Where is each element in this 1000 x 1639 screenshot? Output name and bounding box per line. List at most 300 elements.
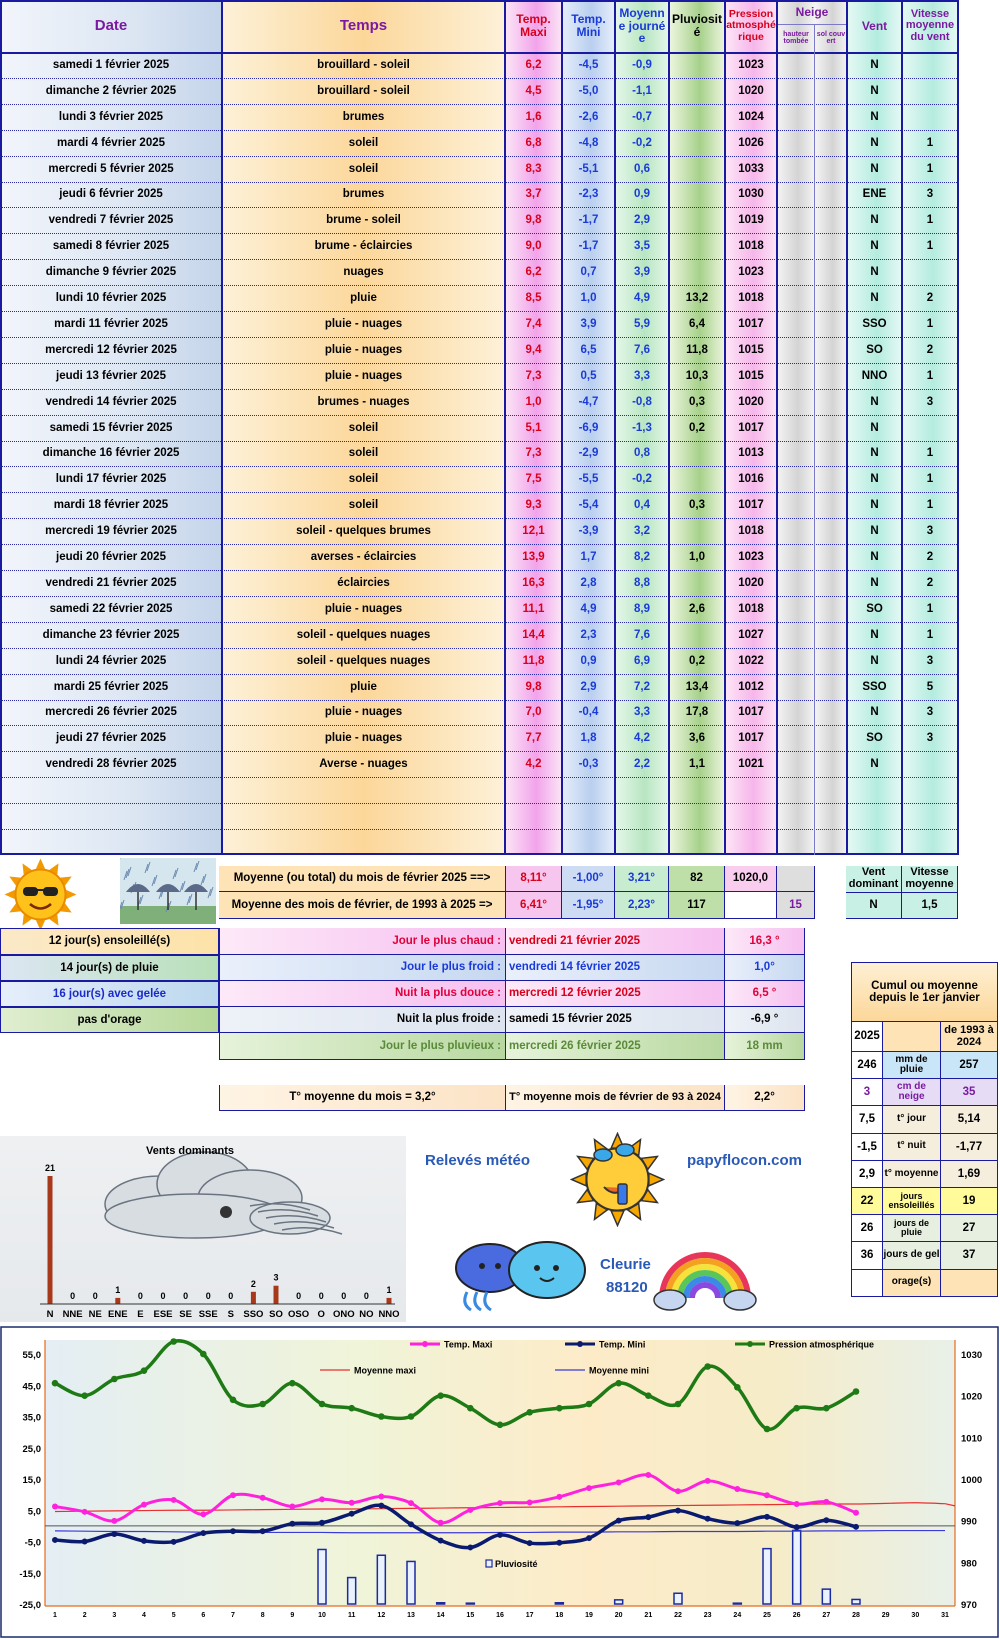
summary-hist-tmin: -1,95° xyxy=(562,892,615,919)
stat-storm: pas d'orage xyxy=(0,1007,219,1033)
pressure-point xyxy=(586,1401,593,1408)
rain-bar xyxy=(437,1603,445,1604)
cell-tmin: 0,5 xyxy=(580,369,597,382)
cell-tmin: -1,7 xyxy=(578,214,599,227)
cell-tmax: 6,2 xyxy=(525,266,542,279)
row-weather: éclaircies xyxy=(337,576,390,589)
x-tick: 8 xyxy=(260,1612,265,1619)
row-rule xyxy=(0,777,959,778)
cumul-label: jours ensoleillés xyxy=(883,1188,941,1215)
tmin-point xyxy=(527,1540,533,1546)
wind-bar-value: 0 xyxy=(296,1291,302,1301)
stat-warmnight-value: 6,5 ° xyxy=(725,981,805,1007)
cell-tmax: 7,7 xyxy=(525,732,542,745)
cumul-header-blank xyxy=(883,1022,941,1052)
tmin-point xyxy=(645,1514,651,1520)
x-tick: 28 xyxy=(852,1612,860,1619)
cumul-2025: 3 xyxy=(851,1079,883,1106)
cell-vent: SSO xyxy=(862,317,887,330)
column-rule xyxy=(776,0,778,855)
row-rule xyxy=(0,415,959,416)
cell-moy: 3,3 xyxy=(634,369,650,382)
pressure-point xyxy=(170,1338,177,1345)
stat-warmnight-date: mercredi 12 février 2025 xyxy=(506,981,725,1007)
cumul-hist xyxy=(941,1270,998,1297)
neige-split xyxy=(777,24,847,25)
row-weather: pluie - nuages xyxy=(324,732,403,745)
pressure-point xyxy=(52,1380,59,1387)
cell-moy: 0,4 xyxy=(634,499,650,512)
cell-tmin: -0,4 xyxy=(578,706,599,719)
cell-vit xyxy=(902,104,958,130)
wind-bar-value: 1 xyxy=(386,1284,392,1295)
cell-vent: ENE xyxy=(862,188,887,201)
cell-press: 1026 xyxy=(738,136,764,149)
cell-tmax: 11,8 xyxy=(522,654,545,667)
row-date: lundi 24 février 2025 xyxy=(55,654,167,667)
row-weather: pluie - nuages xyxy=(324,602,403,615)
pressure-point xyxy=(437,1392,444,1399)
header-date: Date xyxy=(94,17,128,35)
cell-vent: N xyxy=(870,240,879,253)
header-tmin: Temp. Mini xyxy=(571,12,606,39)
cell-press: 1018 xyxy=(738,602,764,615)
row-date: jeudi 27 février 2025 xyxy=(56,732,166,745)
cell-pluv xyxy=(669,622,725,648)
header-neige-hauteur: hauteur tombée xyxy=(783,30,809,45)
rain-bar xyxy=(407,1561,415,1604)
row-rule xyxy=(0,389,959,390)
cell-press: 1015 xyxy=(738,343,764,356)
legend-label: Temp. Mini xyxy=(599,1339,646,1350)
pressure-point xyxy=(704,1363,711,1370)
cell-pluv: 17,8 xyxy=(685,706,709,719)
cell-vit xyxy=(902,751,958,777)
row-rule xyxy=(0,829,959,830)
cell-vent: N xyxy=(870,292,879,304)
cell-press: 1020 xyxy=(738,576,764,589)
cell-tmax: 8,3 xyxy=(525,162,542,175)
cell-tmax: 5,1 xyxy=(525,421,542,434)
row-rule xyxy=(0,337,959,338)
x-tick: 5 xyxy=(171,1612,176,1619)
cell-pluv: 0,2 xyxy=(689,421,705,434)
tmin-point xyxy=(764,1514,770,1520)
pressure-point xyxy=(734,1384,741,1391)
cell-vit: 1 xyxy=(926,499,934,512)
brand-zip: 88120 xyxy=(606,1279,648,1296)
cell-vit xyxy=(902,259,958,285)
tmax-point xyxy=(764,1492,770,1498)
cumul-hist: 19 xyxy=(941,1188,998,1215)
cell-press: 1024 xyxy=(738,110,764,123)
column-rule xyxy=(901,0,903,855)
row-date: mardi 11 février 2025 xyxy=(54,317,168,330)
column-rule xyxy=(814,24,815,855)
tmin-point xyxy=(289,1521,295,1527)
x-tick: 4 xyxy=(142,1612,146,1619)
tmin-point xyxy=(408,1521,414,1527)
cell-vit xyxy=(902,78,958,104)
cell-pluv: 2,6 xyxy=(689,602,705,615)
cell-vent: SO xyxy=(866,732,883,745)
cumul-hist: -1,77 xyxy=(941,1134,998,1161)
pressure-point xyxy=(556,1405,563,1412)
summary-hist-neige: 15 xyxy=(777,892,815,919)
x-tick: 2 xyxy=(82,1612,87,1619)
tmax-point xyxy=(111,1518,117,1524)
row-rule xyxy=(0,725,959,726)
cell-moy: -0,7 xyxy=(632,110,652,123)
column-rule xyxy=(561,0,563,855)
cell-vit: 1 xyxy=(926,473,934,486)
stat-hot-label: Jour le plus chaud : xyxy=(219,928,506,955)
cell-tmax: 6,8 xyxy=(525,136,542,149)
cell-press: 1033 xyxy=(738,162,764,175)
row-weather: Averse - nuages xyxy=(319,758,408,771)
row-weather: brumes xyxy=(342,188,385,201)
tmin-point xyxy=(853,1524,859,1530)
x-tick: 17 xyxy=(525,1612,534,1619)
row-rule xyxy=(0,182,959,183)
pressure-point xyxy=(645,1392,652,1399)
cell-vit: 3 xyxy=(926,732,934,745)
cell-tmax: 14,4 xyxy=(522,628,545,641)
cell-vit: 1 xyxy=(926,369,934,382)
cell-vent: N xyxy=(870,84,879,97)
pressure-point xyxy=(764,1426,771,1433)
cell-vit: 3 xyxy=(926,525,934,538)
tmax-point xyxy=(408,1500,414,1506)
cumul-2025: 22 xyxy=(851,1188,883,1215)
row-rule xyxy=(0,78,959,79)
cell-pluv xyxy=(669,466,725,492)
cell-press: 1018 xyxy=(738,292,764,304)
wind-direction-label: NNE xyxy=(62,1309,83,1320)
rain-bar xyxy=(348,1578,356,1604)
row-date: mardi 4 février 2025 xyxy=(56,136,166,149)
cumul-hist: 37 xyxy=(941,1242,998,1269)
row-date: vendredi 7 février 2025 xyxy=(48,214,174,227)
cell-tmax: 7,5 xyxy=(525,473,542,486)
header-rule xyxy=(0,52,959,54)
wind-bar-value: 3 xyxy=(273,1272,279,1283)
cell-vent: N xyxy=(870,110,879,123)
tmin-point xyxy=(438,1538,444,1544)
cell-moy: 7,2 xyxy=(634,680,650,693)
cell-tmax: 13,9 xyxy=(522,551,545,563)
y-right-tick: 980 xyxy=(961,1558,977,1570)
y-right-tick: 990 xyxy=(961,1516,977,1528)
row-rule xyxy=(0,466,959,467)
row-date: samedi 15 février 2025 xyxy=(49,421,173,434)
cell-tmax: 7,3 xyxy=(525,447,542,460)
row-weather: soleil xyxy=(348,421,379,434)
cell-tmin: 2,9 xyxy=(580,680,597,693)
cell-tmax: 9,0 xyxy=(525,240,542,253)
cell-pluv xyxy=(669,52,725,78)
cell-tmax: 9,8 xyxy=(525,214,542,227)
row-rule xyxy=(0,674,959,675)
cell-press: 1015 xyxy=(738,369,764,382)
cell-tmax: 1,6 xyxy=(525,110,542,123)
summary-month-moy: 3,21° xyxy=(615,866,669,892)
wind-bar xyxy=(115,1298,120,1304)
cell-press: 1020 xyxy=(738,84,764,97)
cell-tmin: 1,7 xyxy=(580,551,597,563)
row-weather: brume - éclaircies xyxy=(314,240,413,253)
tmin-point xyxy=(616,1518,622,1524)
tmin-point xyxy=(260,1528,266,1534)
legend-label: Moyenne maxi xyxy=(354,1365,417,1376)
rain-bar xyxy=(555,1603,563,1604)
stat-frost: 16 jour(s) avec gelée xyxy=(0,981,219,1007)
cell-moy: 3,5 xyxy=(634,240,650,253)
row-rule xyxy=(0,207,959,208)
cell-tmax: 9,3 xyxy=(525,499,542,512)
tmin-point xyxy=(200,1530,206,1536)
pressure-point xyxy=(319,1401,326,1408)
tmax-point xyxy=(349,1500,355,1506)
y-right-tick: 1000 xyxy=(961,1475,983,1486)
cumul-hist: 27 xyxy=(941,1215,998,1242)
pressure-point xyxy=(408,1413,415,1420)
stat-cold-label: Jour le plus froid : xyxy=(219,955,506,981)
row-rule xyxy=(0,622,959,623)
y-left-tick: 45,0 xyxy=(22,1381,41,1393)
cell-tmin: -3,9 xyxy=(578,525,599,538)
cell-press: 1017 xyxy=(738,706,764,719)
cell-moy: -0,8 xyxy=(632,395,652,408)
row-rule xyxy=(0,518,959,519)
tmax-point xyxy=(794,1501,800,1507)
row-rule xyxy=(0,156,959,157)
brand-town: Cleurie xyxy=(600,1256,651,1273)
summary-hist-pluv: 117 xyxy=(669,892,725,919)
row-rule xyxy=(0,441,959,442)
cell-tmax: 7,0 xyxy=(525,706,542,719)
cell-press: 1023 xyxy=(738,58,764,71)
tmax-point xyxy=(853,1510,859,1516)
cell-tmin: -6,9 xyxy=(578,421,599,434)
tmin-point xyxy=(556,1540,562,1546)
row-date: jeudi 6 février 2025 xyxy=(59,188,163,201)
wind-bar-value: 0 xyxy=(137,1291,143,1301)
wind-speed-label: Vitesse moyenne xyxy=(902,866,958,893)
stat-sunny: 12 jour(s) ensoleillé(s) xyxy=(0,928,219,955)
row-date: vendredi 28 février 2025 xyxy=(45,758,177,771)
column-rule xyxy=(221,0,223,855)
brand-site: papyflocon.com xyxy=(687,1152,803,1169)
cell-moy: -0,2 xyxy=(632,473,652,486)
header-pluv: Pluviosité xyxy=(671,12,722,39)
cell-tmin: -4,7 xyxy=(578,395,599,408)
x-tick: 26 xyxy=(792,1612,801,1619)
cell-tmin: -2,9 xyxy=(578,447,599,460)
x-tick: 13 xyxy=(407,1612,415,1619)
tmin-point xyxy=(349,1511,355,1517)
cell-moy: 3,3 xyxy=(634,706,650,719)
cell-press: 1016 xyxy=(738,473,764,486)
legend-label: Temp. Maxi xyxy=(444,1339,493,1350)
wind-direction-label: S xyxy=(227,1309,234,1320)
wind-bar-value: 0 xyxy=(92,1291,98,1301)
cell-vent: NNO xyxy=(861,369,888,382)
row-rule xyxy=(0,259,959,260)
pressure-point xyxy=(81,1392,88,1399)
stat-cold-value: 1,0° xyxy=(725,955,805,981)
cell-tmin: -4,5 xyxy=(578,58,599,71)
legend-label: Pression atmosphérique xyxy=(769,1339,875,1350)
row-rule xyxy=(0,596,959,597)
tmin-point xyxy=(705,1516,711,1522)
cumul-2025: 36 xyxy=(851,1242,883,1269)
cell-vit xyxy=(902,52,958,78)
cell-press: 1019 xyxy=(738,214,764,227)
header-vitesse: Vitesse moyenne du vent xyxy=(905,7,955,43)
cumul-2025: 2,9 xyxy=(851,1161,883,1188)
row-weather: pluie xyxy=(350,680,377,693)
pressure-point xyxy=(141,1367,148,1374)
summary-hist-tmax: 6,41° xyxy=(506,892,562,919)
cell-tmax: 12,1 xyxy=(522,525,545,538)
stat-wet-label: Jour le plus pluvieux : xyxy=(219,1033,506,1060)
x-tick: 14 xyxy=(436,1612,445,1619)
x-tick: 12 xyxy=(377,1612,386,1619)
wind-direction-label: ONO xyxy=(332,1309,355,1320)
cell-tmin: -2,6 xyxy=(578,110,599,123)
tmax-point xyxy=(82,1509,88,1515)
tmin-point xyxy=(319,1520,325,1526)
rain-bar xyxy=(793,1530,801,1604)
cell-pluv: 13,2 xyxy=(685,292,709,304)
row-weather: soleil xyxy=(348,162,379,175)
tmax-point xyxy=(319,1496,325,1502)
row-rule xyxy=(0,492,959,493)
cell-pluv xyxy=(669,207,725,233)
cell-tmax: 16,3 xyxy=(522,576,545,589)
cell-pluv xyxy=(669,441,725,467)
cell-tmin: 6,5 xyxy=(580,343,597,356)
rain-bar xyxy=(615,1600,623,1604)
row-date: lundi 3 février 2025 xyxy=(58,110,164,123)
row-weather: averses - éclaircies xyxy=(310,551,417,563)
tmax-point xyxy=(52,1504,58,1510)
x-tick: 24 xyxy=(733,1612,742,1619)
cell-press: 1013 xyxy=(738,447,764,460)
wind-direction-label: NO xyxy=(359,1309,374,1320)
cell-moy: 0,6 xyxy=(634,162,650,175)
y-left-tick: 35,0 xyxy=(22,1412,41,1424)
tmax-point xyxy=(823,1499,829,1505)
row-weather: soleil xyxy=(348,499,379,512)
row-weather: soleil - quelques nuages xyxy=(296,628,431,641)
cell-moy: 4,2 xyxy=(634,732,650,745)
tmax-point xyxy=(705,1478,711,1484)
y-left-tick: 5,0 xyxy=(27,1506,41,1518)
cell-pluv: 1,0 xyxy=(689,551,705,563)
cell-moy: -1,3 xyxy=(632,421,652,434)
cell-pluv: 0,2 xyxy=(689,654,705,667)
tmin-point xyxy=(675,1508,681,1514)
cell-press: 1017 xyxy=(738,317,764,330)
tmin-point xyxy=(794,1524,800,1530)
tmin-point xyxy=(586,1535,592,1541)
cell-moy: 7,6 xyxy=(634,343,650,356)
cumul-hist: 1,69 xyxy=(941,1161,998,1188)
cell-press: 1021 xyxy=(738,758,764,771)
summary-month-tmax: 8,11° xyxy=(506,866,562,892)
brand-releves: Relevés météo xyxy=(425,1152,531,1169)
cell-pluv: 11,8 xyxy=(686,343,708,356)
stat-tmoy-hist-value: 2,2° xyxy=(725,1085,805,1111)
wind-dominant-value: N xyxy=(846,893,902,919)
stat-cold-date: vendredi 14 février 2025 xyxy=(506,955,725,981)
wind-direction-label: ESE xyxy=(153,1309,173,1320)
row-rule xyxy=(0,544,959,545)
cell-vit xyxy=(902,415,958,441)
row-weather: nuages xyxy=(343,266,384,279)
pressure-point xyxy=(675,1401,682,1408)
cell-tmin: -5,1 xyxy=(578,162,599,175)
column-bg-ns xyxy=(815,0,847,855)
cumul-hist: 35 xyxy=(941,1079,998,1106)
row-weather: soleil - quelques brumes xyxy=(296,525,431,538)
pressure-point xyxy=(259,1401,266,1408)
cumul-2025: 246 xyxy=(851,1052,883,1079)
cell-moy: 0,8 xyxy=(634,447,650,460)
cell-vit: 2 xyxy=(926,551,934,563)
row-date: mercredi 12 février 2025 xyxy=(45,343,177,356)
cell-moy: -0,9 xyxy=(632,58,652,71)
wind-direction-label: NE xyxy=(88,1309,102,1320)
cell-tmin: -5,5 xyxy=(578,473,599,486)
cell-tmin: -1,7 xyxy=(578,240,599,253)
cell-press: 1020 xyxy=(738,395,764,408)
row-weather: soleil xyxy=(348,136,379,149)
row-weather: brume - soleil xyxy=(326,214,401,227)
y-left-tick: 25,0 xyxy=(22,1443,41,1455)
pressure-point xyxy=(615,1380,622,1387)
column-rule xyxy=(724,0,726,855)
row-date: dimanche 9 février 2025 xyxy=(45,266,177,279)
wind-bar xyxy=(48,1176,53,1304)
cumul-label: cm de neige xyxy=(883,1079,941,1106)
stat-coldnight-date: samedi 15 février 2025 xyxy=(506,1007,725,1033)
cell-pluv: 0,3 xyxy=(689,499,705,512)
cell-tmin: -5,4 xyxy=(578,499,599,512)
x-tick: 10 xyxy=(318,1612,326,1619)
tmax-point xyxy=(616,1479,622,1485)
cell-vit: 3 xyxy=(926,654,934,667)
x-tick: 27 xyxy=(822,1612,831,1619)
wind-bar-value: 21 xyxy=(44,1163,56,1173)
header-moy: Moyenne journée xyxy=(618,6,666,46)
wind-direction-label: O xyxy=(317,1309,325,1320)
row-date: jeudi 20 février 2025 xyxy=(56,551,166,563)
cell-moy: 8,9 xyxy=(634,602,650,615)
stat-hot-date: vendredi 21 février 2025 xyxy=(506,928,725,955)
cumul-label: jours de pluie xyxy=(883,1215,941,1242)
cell-pluv xyxy=(669,570,725,596)
cell-vit: 2 xyxy=(926,343,934,356)
cell-vent: SSO xyxy=(862,680,887,693)
cell-vent: N xyxy=(870,654,879,667)
x-tick: 16 xyxy=(496,1612,504,1619)
pressure-point xyxy=(526,1409,533,1416)
cell-pluv xyxy=(669,156,725,182)
wind-bar xyxy=(387,1298,392,1304)
